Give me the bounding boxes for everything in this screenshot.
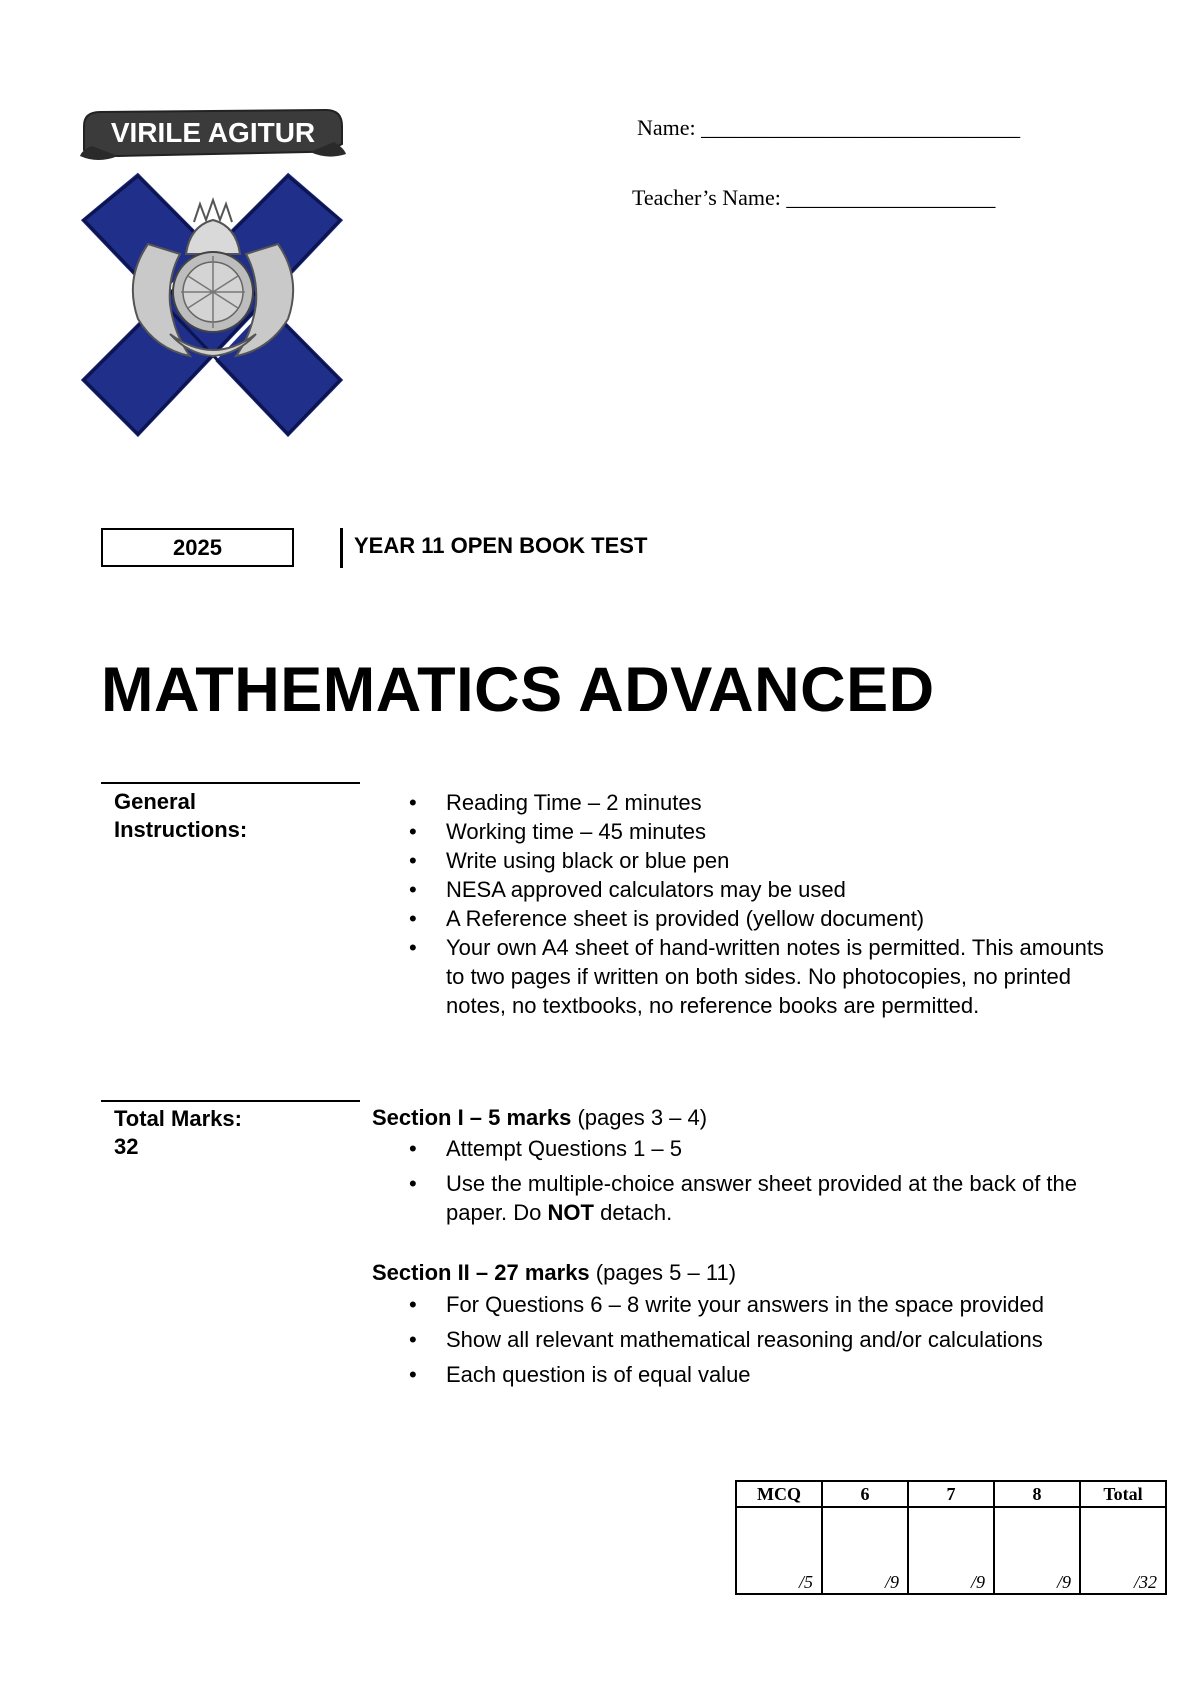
table-row	[736, 1507, 1166, 1594]
section-1-item2-text: Use the multiple-choice answer sheet provided at the back of the paper. Do	[446, 1171, 1078, 1225]
total-marks-text: Total Marks:	[114, 1106, 242, 1131]
marks-table	[735, 1480, 1167, 1595]
list-item: • Each question is of equal value	[372, 1360, 1132, 1389]
section-2-title: Section II – 27 marks	[372, 1260, 590, 1285]
total-marks-value: 32	[114, 1134, 139, 1159]
section-1-title: Section I – 5 marks	[372, 1105, 572, 1130]
list-item: • For Questions 6 – 8 write your answers in the space provided	[372, 1290, 1132, 1319]
crest-motto-graphic: VIRILE AGITUR	[110, 117, 316, 148]
crest-graphic	[78, 104, 348, 444]
marks-score-cell[interactable]: /9	[994, 1507, 1080, 1594]
general-label-line1: General	[114, 789, 196, 814]
section-2-heading	[372, 1260, 736, 1286]
marks-header-cell: 7	[908, 1481, 994, 1507]
general-instructions-label	[114, 788, 247, 844]
marks-score-cell[interactable]: /32	[1080, 1507, 1166, 1594]
table-row	[736, 1481, 1166, 1507]
marks-header-cell: MCQ	[736, 1481, 822, 1507]
name-label: Name:	[637, 115, 696, 140]
list-item: • Reading Time – 2 minutes	[372, 788, 1112, 817]
marks-header-cell: 6	[822, 1481, 908, 1507]
marks-header-cell: Total	[1080, 1481, 1166, 1507]
year-box: 2025	[101, 528, 294, 567]
section-1-heading	[372, 1105, 707, 1131]
general-label-line2: Instructions:	[114, 817, 248, 842]
general-rule	[101, 782, 360, 784]
list-item	[372, 1169, 1112, 1227]
subject-title: MATHEMATICS ADVANCED	[101, 655, 935, 725]
teacher-name-blank: ___________________	[786, 185, 996, 210]
teacher-name-field[interactable]	[632, 185, 995, 211]
list-item: • Write using black or blue pen	[372, 846, 1112, 875]
list-item: • Working time – 45 minutes	[372, 817, 1112, 846]
title-divider	[340, 528, 343, 568]
total-marks-label	[114, 1105, 242, 1161]
list-item: • A Reference sheet is provided (yellow document)	[372, 904, 1112, 933]
section-1-item2-bold: NOT	[547, 1200, 594, 1225]
marks-score-cell[interactable]: /5	[736, 1507, 822, 1594]
teacher-name-label: Teacher’s Name:	[632, 185, 781, 210]
list-item: • NESA approved calculators may be used	[372, 875, 1112, 904]
marks-score-cell[interactable]: /9	[822, 1507, 908, 1594]
section-1-item2-end: detach.	[593, 1200, 673, 1225]
list-item: • Attempt Questions 1 – 5	[372, 1134, 1112, 1163]
marks-score-cell[interactable]: /9	[908, 1507, 994, 1594]
name-blank: _____________________________	[701, 115, 1021, 140]
school-crest	[78, 104, 348, 444]
list-item: • Your own A4 sheet of hand-written notes is permitted. This amounts to two pages if written on both sides. No photocopies, no printed notes, no textbooks, no reference books are permitted.	[372, 933, 1112, 1020]
name-field[interactable]	[637, 115, 1020, 141]
test-title: YEAR 11 OPEN BOOK TEST	[354, 533, 648, 558]
marks-header-cell: 8	[994, 1481, 1080, 1507]
section-1-list	[372, 1134, 1112, 1227]
section-2-pages: (pages 5 – 11)	[589, 1260, 737, 1285]
section-1-pages: (pages 3 – 4)	[571, 1105, 708, 1130]
section-2-list	[372, 1290, 1132, 1389]
total-rule	[101, 1100, 360, 1102]
general-instructions-list	[372, 788, 1112, 1020]
list-item: • Show all relevant mathematical reasoning and/or calculations	[372, 1325, 1132, 1354]
